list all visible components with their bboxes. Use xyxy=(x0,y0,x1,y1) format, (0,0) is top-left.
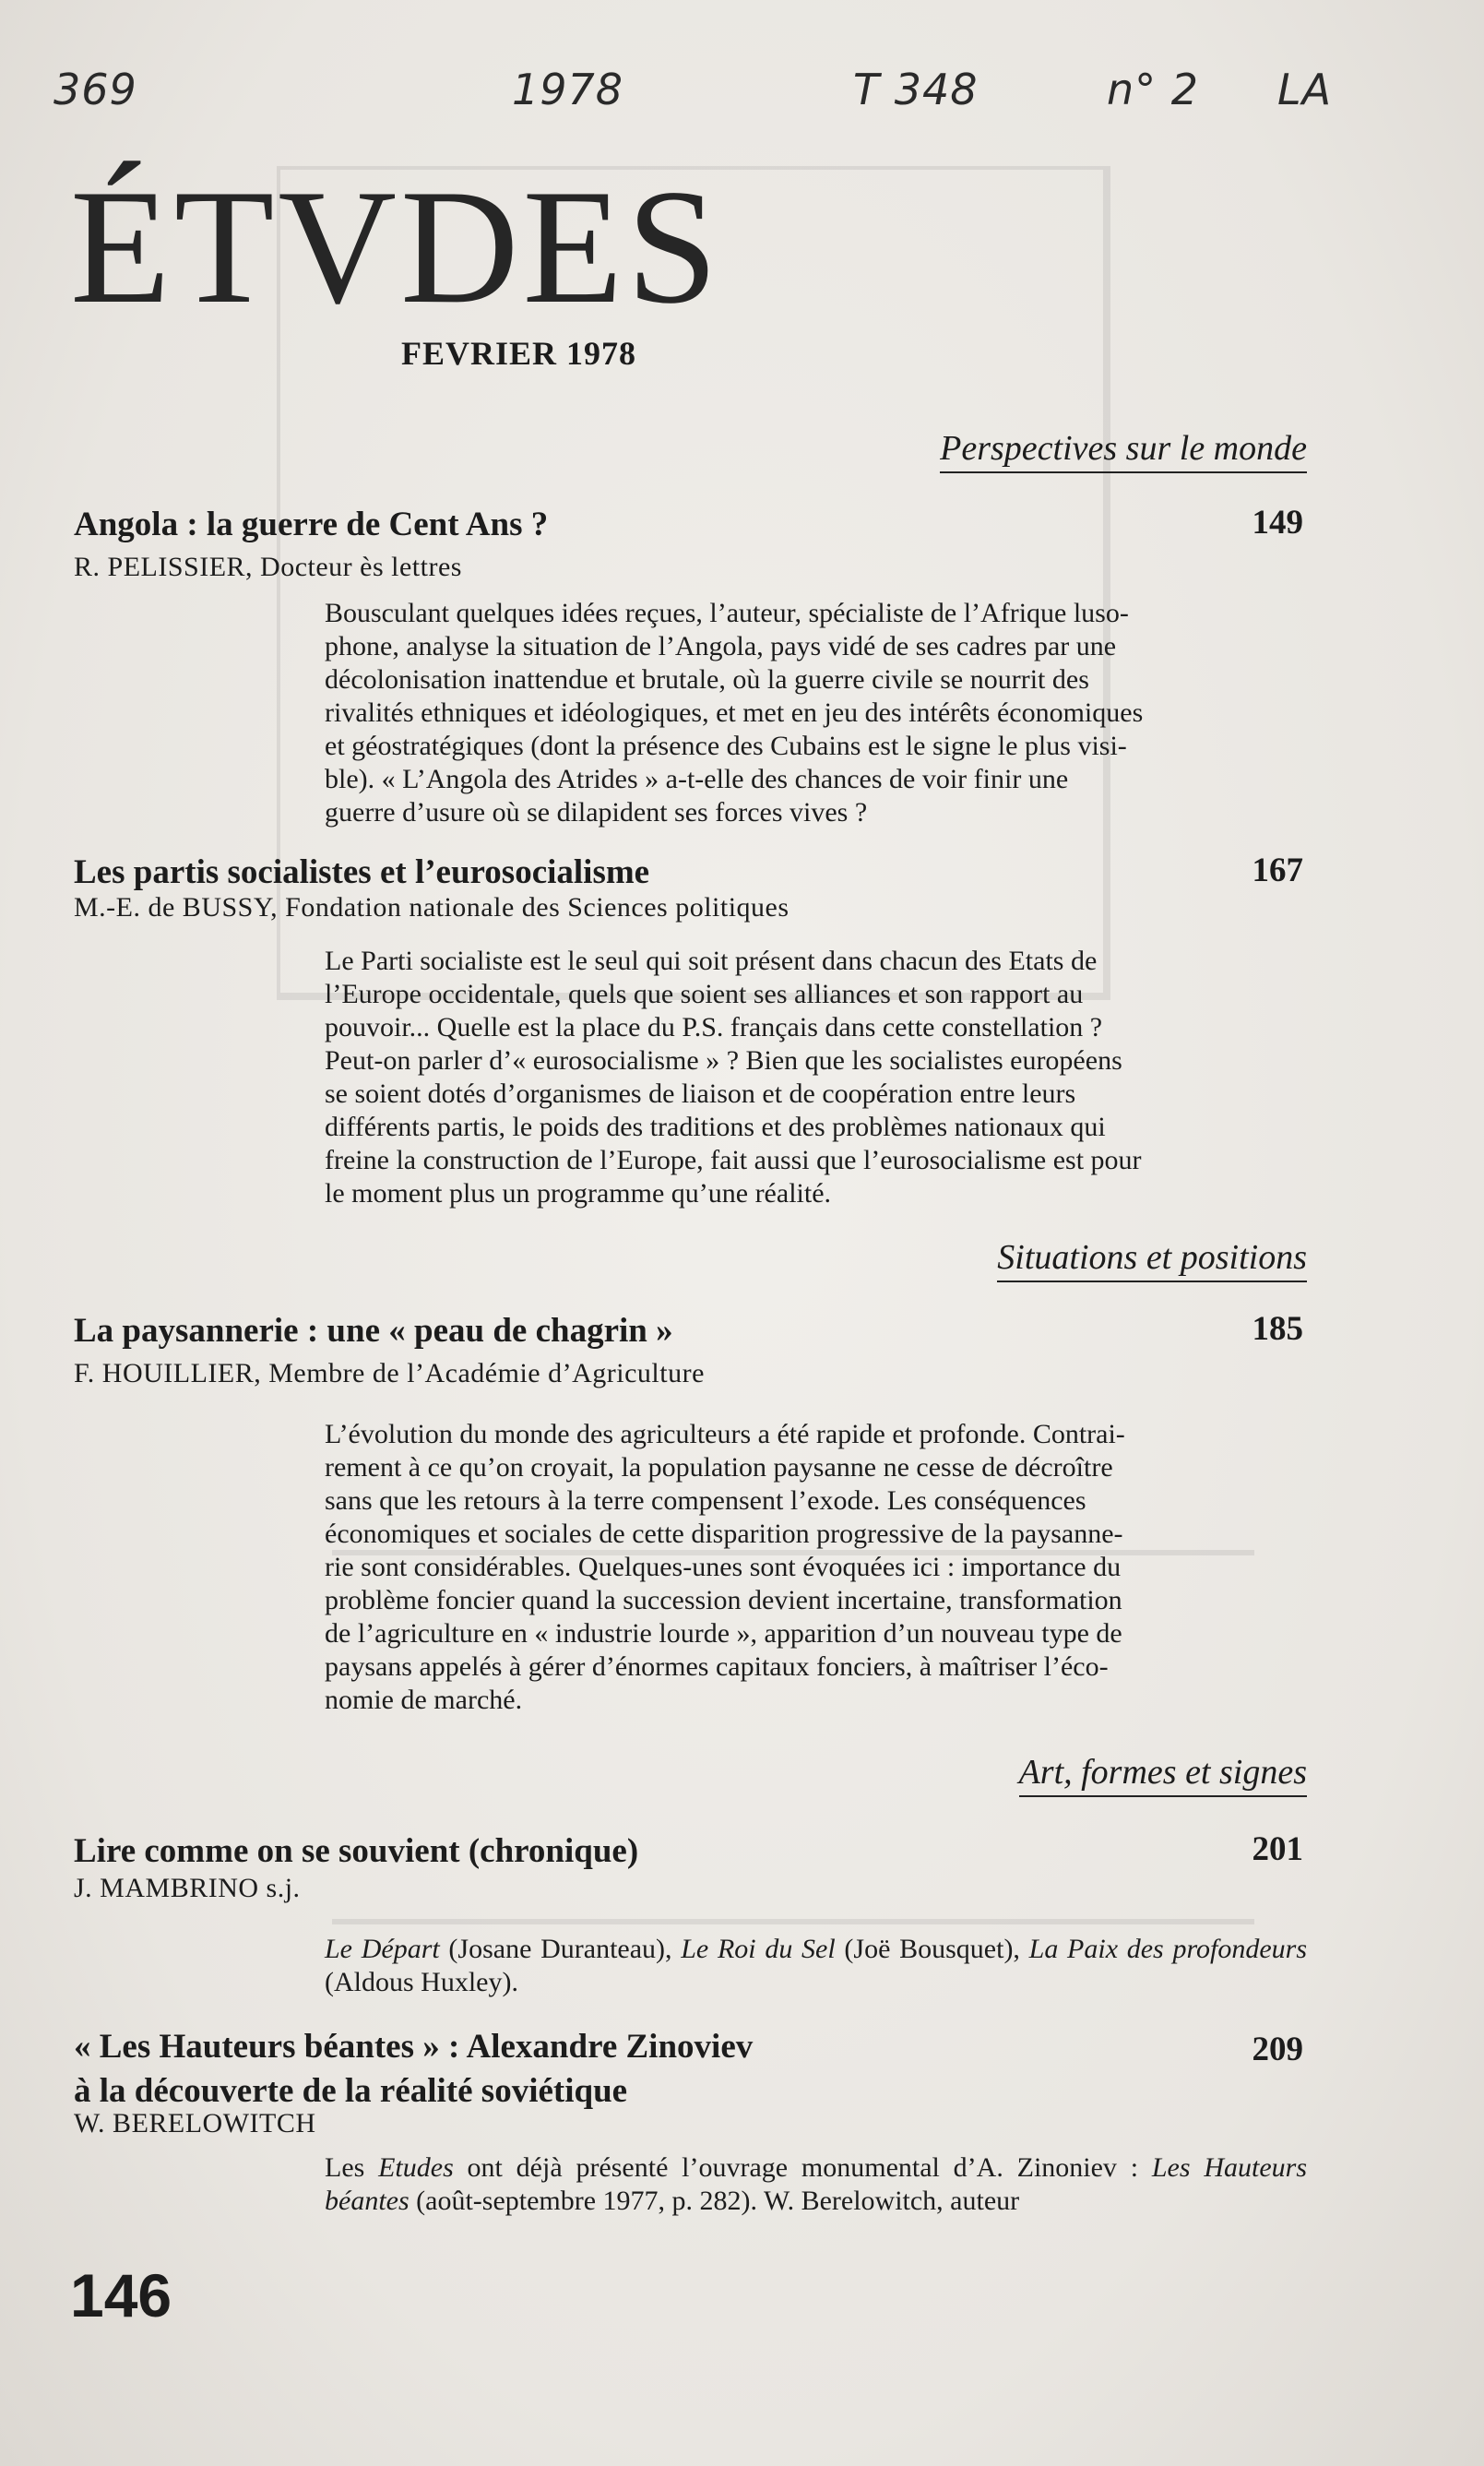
book-title: Le Départ xyxy=(325,1934,440,1964)
article-page-number: 209 xyxy=(1252,2031,1303,2068)
abstract-line: rivalités ethniques et idéologiques, et met en jeu des intérêts économiques xyxy=(325,697,1144,728)
article-author: J. MAMBRINO s.j. xyxy=(74,1873,301,1903)
abstract-text: (août-septembre 1977, p. 282). W. Berelowitch, auteur xyxy=(409,2186,1020,2216)
abstract-line: nomie de marché. xyxy=(325,1685,523,1715)
handwritten-code: 369 xyxy=(53,65,137,114)
abstract-line: sans que les retours à la terre compensent l’exode. Les conséquences xyxy=(325,1485,1086,1516)
abstract-line: Le Parti socialiste est le seul qui soit présent dans chacun des Etats de xyxy=(325,946,1098,976)
book-title: La Paix des profondeurs xyxy=(1028,1934,1308,1964)
section-heading-art: Art, formes et signes xyxy=(1019,1753,1307,1797)
article-page-number: 149 xyxy=(1252,504,1303,542)
article-page-number: 167 xyxy=(1252,852,1303,889)
handwritten-year: 1978 xyxy=(512,65,624,114)
book-author: (Joë Bousquet), xyxy=(835,1934,1029,1964)
article-title: La paysannerie : une « peau de chagrin » xyxy=(74,1312,673,1350)
abstract-line: guerre d’usure où se dilapident ses forces vives ? xyxy=(325,797,868,828)
abstract-line: rie sont considérables. Quelques-unes sont évoquées ici : importance du xyxy=(325,1552,1122,1582)
abstract-line: décolonisation inattendue et brutale, où la guerre civile se nourrit des xyxy=(325,664,1089,695)
article-abstract xyxy=(325,2151,1307,2218)
abstract-text: ont déjà présenté l’ouvrage monumental d’A. Zinoniev : xyxy=(453,2152,1152,2183)
article-author: M.-E. de BUSSY, Fondation nationale des Sciences politiques xyxy=(74,892,789,923)
article-title: Lire comme on se souvient (chronique) xyxy=(74,1832,639,1870)
abstract-line: problème foncier quand la succession devient incertaine, transformation xyxy=(325,1585,1122,1615)
abstract-line: de l’agriculture en « industrie lourde », apparition d’un nouveau type de xyxy=(325,1618,1122,1649)
abstract-line: L’évolution du monde des agriculteurs a été rapide et profonde. Contrai- xyxy=(325,1419,1125,1449)
abstract-line: rement à ce qu’on croyait, la population paysanne ne cesse de décroître xyxy=(325,1452,1113,1483)
article-abstract xyxy=(325,1418,1307,1717)
article-author: W. BERELOWITCH xyxy=(74,2108,316,2138)
article-title-line: à la découverte de la réalité soviétique xyxy=(74,2072,628,2111)
abstract-line: se soient dotés d’organismes de liaison et de coopération entre leurs xyxy=(325,1078,1076,1109)
page-folio-number: 146 xyxy=(70,2261,172,2329)
abstract-italic: Les Hauteurs béantes xyxy=(325,2152,1307,2216)
section-heading-situations: Situations et positions xyxy=(997,1238,1307,1282)
abstract-line: Bousculant quelques idées reçues, l’auteur, spécialiste de l’Afrique luso- xyxy=(325,598,1129,628)
handwritten-number: n° 2 xyxy=(1107,65,1200,114)
abstract-line: phone, analyse la situation de l’Angola, pays vidé de ses cadres par une xyxy=(325,631,1117,661)
article-title xyxy=(74,2025,753,2114)
article-title-line: « Les Hauteurs béantes » : Alexandre Zinoviev xyxy=(74,2028,754,2066)
abstract-line: pouvoir... Quelle est la place du P.S. français dans cette constellation ? xyxy=(325,1012,1103,1042)
abstract-line: freine la construction de l’Europe, fait aussi que l’eurosocialisme est pour xyxy=(325,1145,1142,1175)
article-books-reviewed xyxy=(325,1933,1307,1999)
article-page-number: 201 xyxy=(1252,1830,1303,1868)
abstract-text: Les xyxy=(325,2152,379,2183)
book-author: (Josane Duranteau), xyxy=(439,1934,682,1964)
abstract-line: Peut-on parler d’« eurosocialisme » ? Bien que les socialistes européens xyxy=(325,1045,1122,1076)
abstract-line: paysans appelés à gérer d’énormes capitaux fonciers, à maîtriser l’éco- xyxy=(325,1651,1109,1682)
abstract-italic: Etudes xyxy=(378,2152,454,2183)
abstract-line: économiques et sociales de cette disparition progressive de la paysanne- xyxy=(325,1519,1123,1549)
abstract-line: ble). « L’Angola des Atrides » a-t-elle des chances de voir finir une xyxy=(325,764,1069,794)
abstract-line: le moment plus un programme qu’une réalité. xyxy=(325,1178,832,1209)
article-abstract xyxy=(325,597,1307,829)
section-heading-perspectives: Perspectives sur le monde xyxy=(940,429,1307,473)
journal-masthead: ÉTVDES xyxy=(70,155,722,338)
article-title: Angola : la guerre de Cent Ans ? xyxy=(74,506,549,543)
article-abstract xyxy=(325,945,1307,1210)
article-author: F. HOUILLIER, Membre de l’Académie d’Agriculture xyxy=(74,1358,705,1388)
article-author: R. PELISSIER, Docteur ès lettres xyxy=(74,552,462,582)
issue-date: FEVRIER 1978 xyxy=(401,335,637,372)
abstract-line: différents partis, le poids des traditions et des problèmes nationaux qui xyxy=(325,1112,1106,1142)
abstract-line: et géostratégiques (dont la présence des Cubains est le signe le plus visi- xyxy=(325,731,1127,761)
abstract-line: l’Europe occidentale, quels que soient ses alliances et son rapport au xyxy=(325,979,1084,1009)
book-title: Le Roi du Sel xyxy=(681,1934,836,1964)
handwritten-initials: LA xyxy=(1277,65,1333,114)
book-author: (Aldous Huxley). xyxy=(325,1967,518,1997)
handwritten-shelfmark: T 348 xyxy=(853,65,979,114)
article-title: Les partis socialistes et l’eurosocialisme xyxy=(74,853,650,891)
article-page-number: 185 xyxy=(1252,1310,1303,1348)
